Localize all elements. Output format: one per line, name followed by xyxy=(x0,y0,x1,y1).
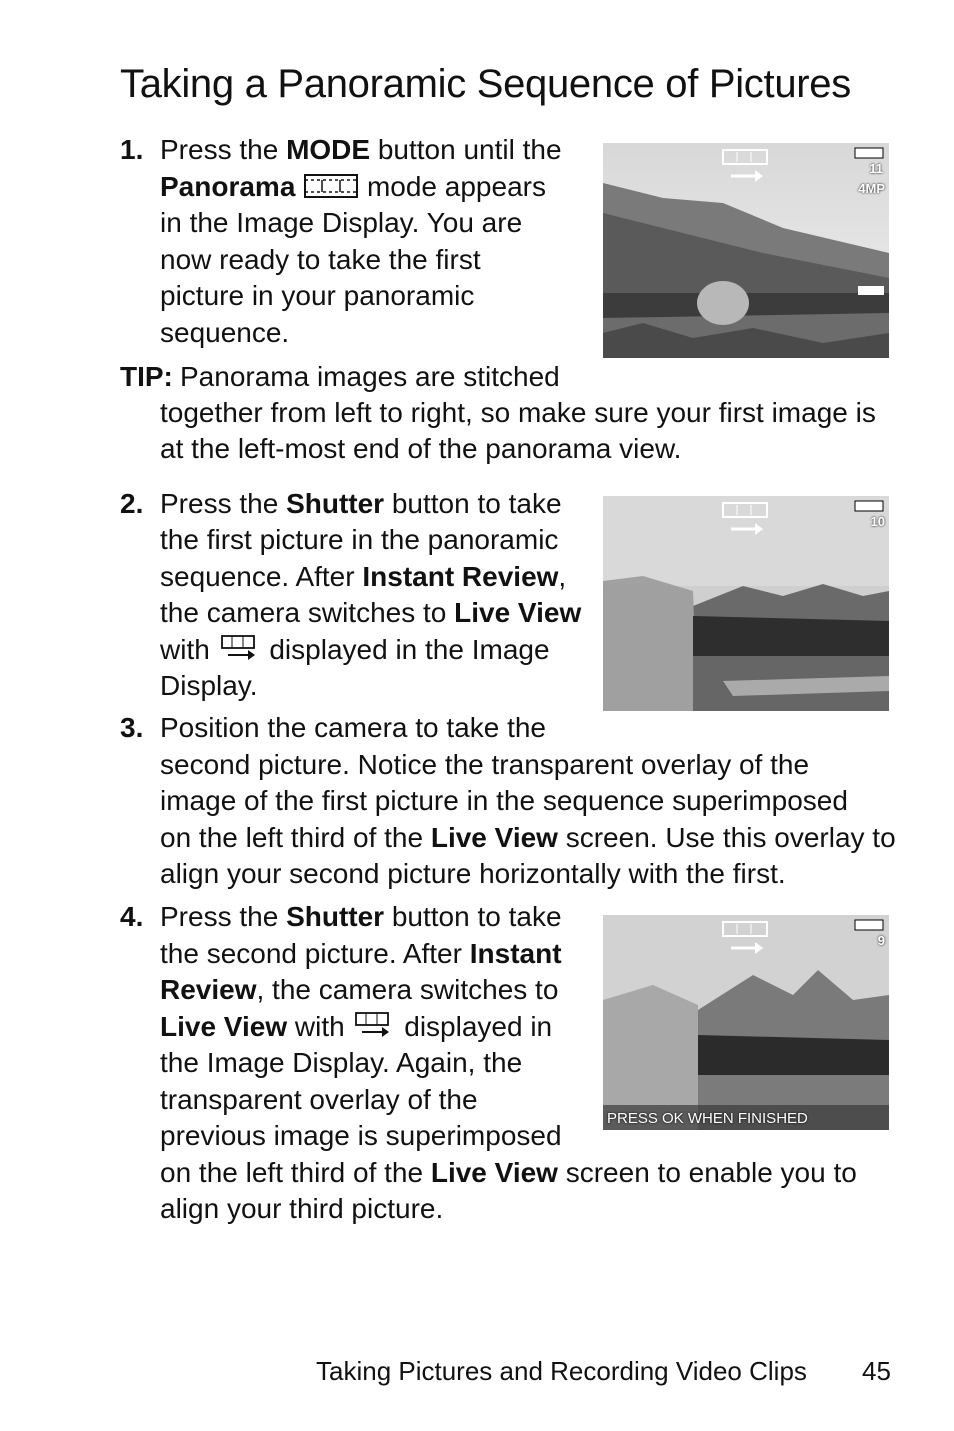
camera-screen-3 xyxy=(603,915,889,1130)
step-3-line-2: second picture. Notice the transparent overlay of the xyxy=(160,749,810,780)
step-4-line-1: Press the Shutter button to take xyxy=(160,901,562,932)
battery-icon xyxy=(855,920,883,930)
step-4-line-9: align your third picture. xyxy=(160,1193,444,1224)
panorama-continue-icon xyxy=(218,635,262,663)
step-1-line-1: Press the MODE button until the xyxy=(160,134,562,165)
step-4-line-3: Review, the camera switches to xyxy=(160,974,559,1005)
shots-remaining: 9 xyxy=(877,933,885,948)
step-3-line-5: align your second picture horizontally with the first. xyxy=(160,858,786,889)
step-1-line-3: in the Image Display. You are xyxy=(160,207,523,238)
step-2-line-1: Press the Shutter button to take xyxy=(160,488,562,519)
shots-remaining: 11 xyxy=(869,161,883,176)
step-2-line-2: the first picture in the panoramic xyxy=(160,524,559,555)
step-1-number: 1. xyxy=(120,134,144,165)
step-1-line-4: now ready to take the first xyxy=(160,244,481,275)
step-4-line-7: previous image is superimposed xyxy=(160,1120,562,1151)
footer-section-title: Taking Pictures and Recording Video Clips xyxy=(316,1356,807,1386)
landscape-photo-2 xyxy=(603,496,889,711)
step-4-line-2: the second picture. After Instant xyxy=(160,938,562,969)
battery-icon xyxy=(855,148,883,158)
tip-line-1: Panorama images are stitched xyxy=(180,361,560,392)
landscape-photo-1 xyxy=(603,143,889,358)
step-1-line-2: Panorama mode appears xyxy=(160,171,546,202)
step-2-line-4: the camera switches to Live View xyxy=(160,597,582,628)
panorama-continue-icon xyxy=(352,1012,396,1040)
step-4-line-6: transparent overlay of the xyxy=(160,1084,478,1115)
tip-label: TIP: xyxy=(120,361,173,392)
camera-screen-1 xyxy=(603,143,889,358)
tip-line-2: together from left to right, so make sure your first image is xyxy=(160,397,876,428)
step-3-line-1: Position the camera to take the xyxy=(160,712,546,743)
page-number: 45 xyxy=(862,1356,891,1386)
resolution-label: 4MP xyxy=(858,181,885,196)
battery-icon xyxy=(855,501,883,511)
press-ok-message: PRESS OK WHEN FINISHED xyxy=(607,1110,808,1127)
page-title: Taking a Panoramic Sequence of Pictures xyxy=(120,62,851,106)
camera-screen-2 xyxy=(603,496,889,711)
step-4-line-8: on the left third of the Live View screen to enable you to xyxy=(160,1157,857,1188)
panorama-icon xyxy=(303,172,359,200)
step-2-line-6: Display. xyxy=(160,670,258,701)
step-1-line-5: picture in your panoramic xyxy=(160,280,475,311)
step-3-number: 3. xyxy=(120,712,144,743)
step-4-line-4: Live View with displayed in xyxy=(160,1011,553,1042)
step-3-line-4: on the left third of the Live View screen. Use this overlay to xyxy=(160,822,896,853)
step-4-line-5: the Image Display. Again, the xyxy=(160,1047,523,1078)
step-4-number: 4. xyxy=(120,901,144,932)
shots-remaining: 10 xyxy=(870,514,885,529)
step-2-number: 2. xyxy=(120,488,144,519)
step-2-line-3: sequence. After Instant Review, xyxy=(160,561,567,592)
step-3-line-3: image of the first picture in the sequence superimposed xyxy=(160,785,848,816)
step-2-line-5: with displayed in the Image xyxy=(160,634,550,665)
tip-line-3: at the left-most end of the panorama view. xyxy=(160,433,682,464)
landscape-photo-3 xyxy=(603,915,889,1130)
panorama-small-icon xyxy=(858,286,884,295)
step-1-line-6: sequence. xyxy=(160,317,290,348)
